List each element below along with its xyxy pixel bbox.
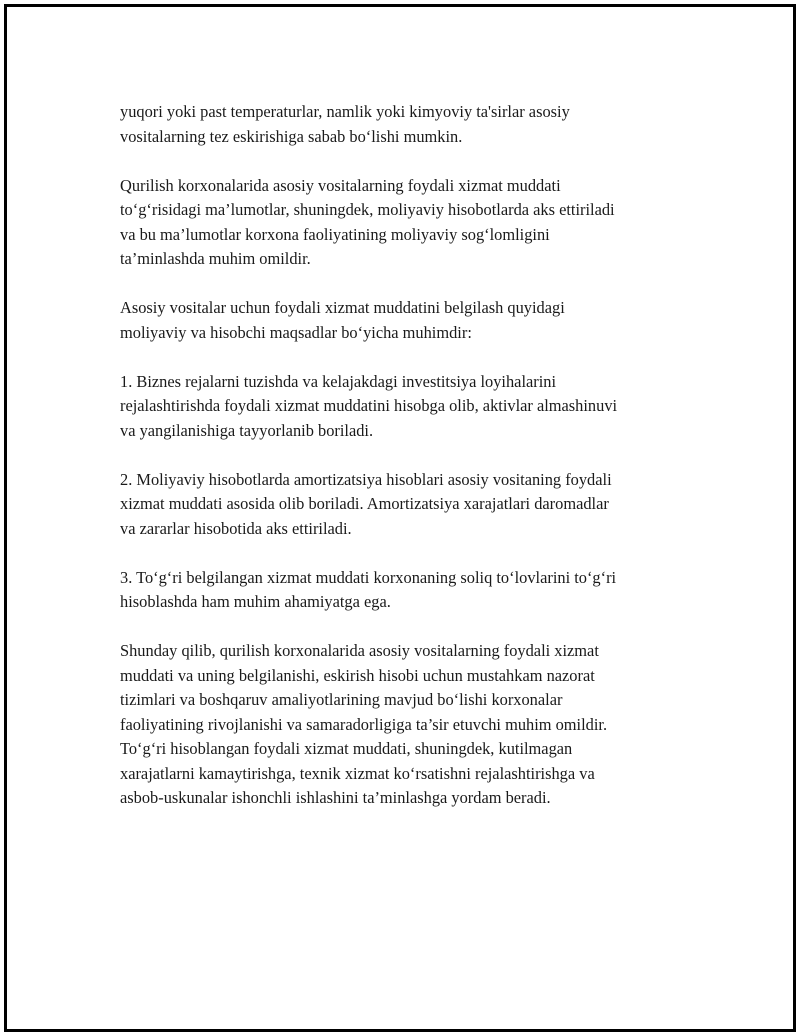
text-line: to‘g‘risidagi ma’lumotlar, shuningdek, moliyaviy hisobotlarda aks ettiriladi <box>120 200 615 219</box>
text-line: va yangilanishiga tayyorlanib boriladi. <box>120 420 374 440</box>
paragraph-2 <box>120 174 700 272</box>
text-line: faoliyatining rivojlanishi va samaradorligiga ta’sir etuvchi muhim omildir. <box>120 714 608 734</box>
text-line: 3. To‘g‘ri belgilangan xizmat muddati korxonaning soliq to‘lovlarini to‘g‘ri <box>120 567 617 587</box>
text-line: Qurilish korxonalarida asosiy vositalarning foydali xizmat muddati <box>120 175 561 195</box>
text-line: xarajatlarni kamaytirishga, texnik xizmat ko‘rsatishni rejalashtirishga va <box>120 763 595 783</box>
text-line: Shunday qilib, qurilish korxonalarida asosiy vositalarning foydali xizmat <box>120 641 599 660</box>
document-body <box>120 100 700 835</box>
text-line: tizimlari va boshqaruv amaliyotlarining mavjud bo‘lishi korxonalar <box>120 690 563 709</box>
list-item-1 <box>120 370 700 444</box>
text-line: moliyaviy va hisobchi maqsadlar bo‘yicha muhimdir: <box>120 322 472 342</box>
text-line: va zararlar hisobotida aks ettiriladi. <box>120 518 352 538</box>
text-line: 2. Moliyaviy hisobotlarda amortizatsiya hisoblari asosiy vositaning foydali <box>120 469 612 489</box>
paragraph-3 <box>120 296 700 345</box>
text-line: muddati va uning belgilanishi, eskirish hisobi uchun mustahkam nazorat <box>120 665 595 685</box>
paragraph-1 <box>120 100 700 149</box>
text-line: To‘g‘ri hisoblangan foydali xizmat muddati, shuningdek, kutilmagan <box>120 739 573 758</box>
text-line: hisoblashda ham muhim ahamiyatga ega. <box>120 592 391 611</box>
paragraph-conclusion <box>120 639 700 811</box>
text-line: Asosiy vositalar uchun foydali xizmat muddatini belgilash quyidagi <box>120 298 565 317</box>
text-line: vositalarning tez eskirishiga sabab bo‘lishi mumkin. <box>120 126 463 146</box>
text-line: rejalashtirishda foydali xizmat muddatini hisobga olib, aktivlar almashinuvi <box>120 396 618 415</box>
list-item-3 <box>120 566 700 615</box>
page-frame <box>4 4 796 1032</box>
list-item-2 <box>120 468 700 542</box>
text-line: xizmat muddati asosida olib boriladi. Amortizatsiya xarajatlari daromadlar <box>120 494 609 513</box>
text-line: va bu ma’lumotlar korxona faoliyatining moliyaviy sog‘lomligini <box>120 224 550 244</box>
text-line: yuqori yoki past temperaturlar, namlik yoki kimyoviy ta'sirlar asosiy <box>120 102 570 121</box>
text-line: asbob-uskunalar ishonchli ishlashini ta’minlashga yordam beradi. <box>120 788 551 807</box>
text-line: 1. Biznes rejalarni tuzishda va kelajakdagi investitsiya loyihalarini <box>120 371 557 391</box>
text-line: ta’minlashda muhim omildir. <box>120 249 311 268</box>
